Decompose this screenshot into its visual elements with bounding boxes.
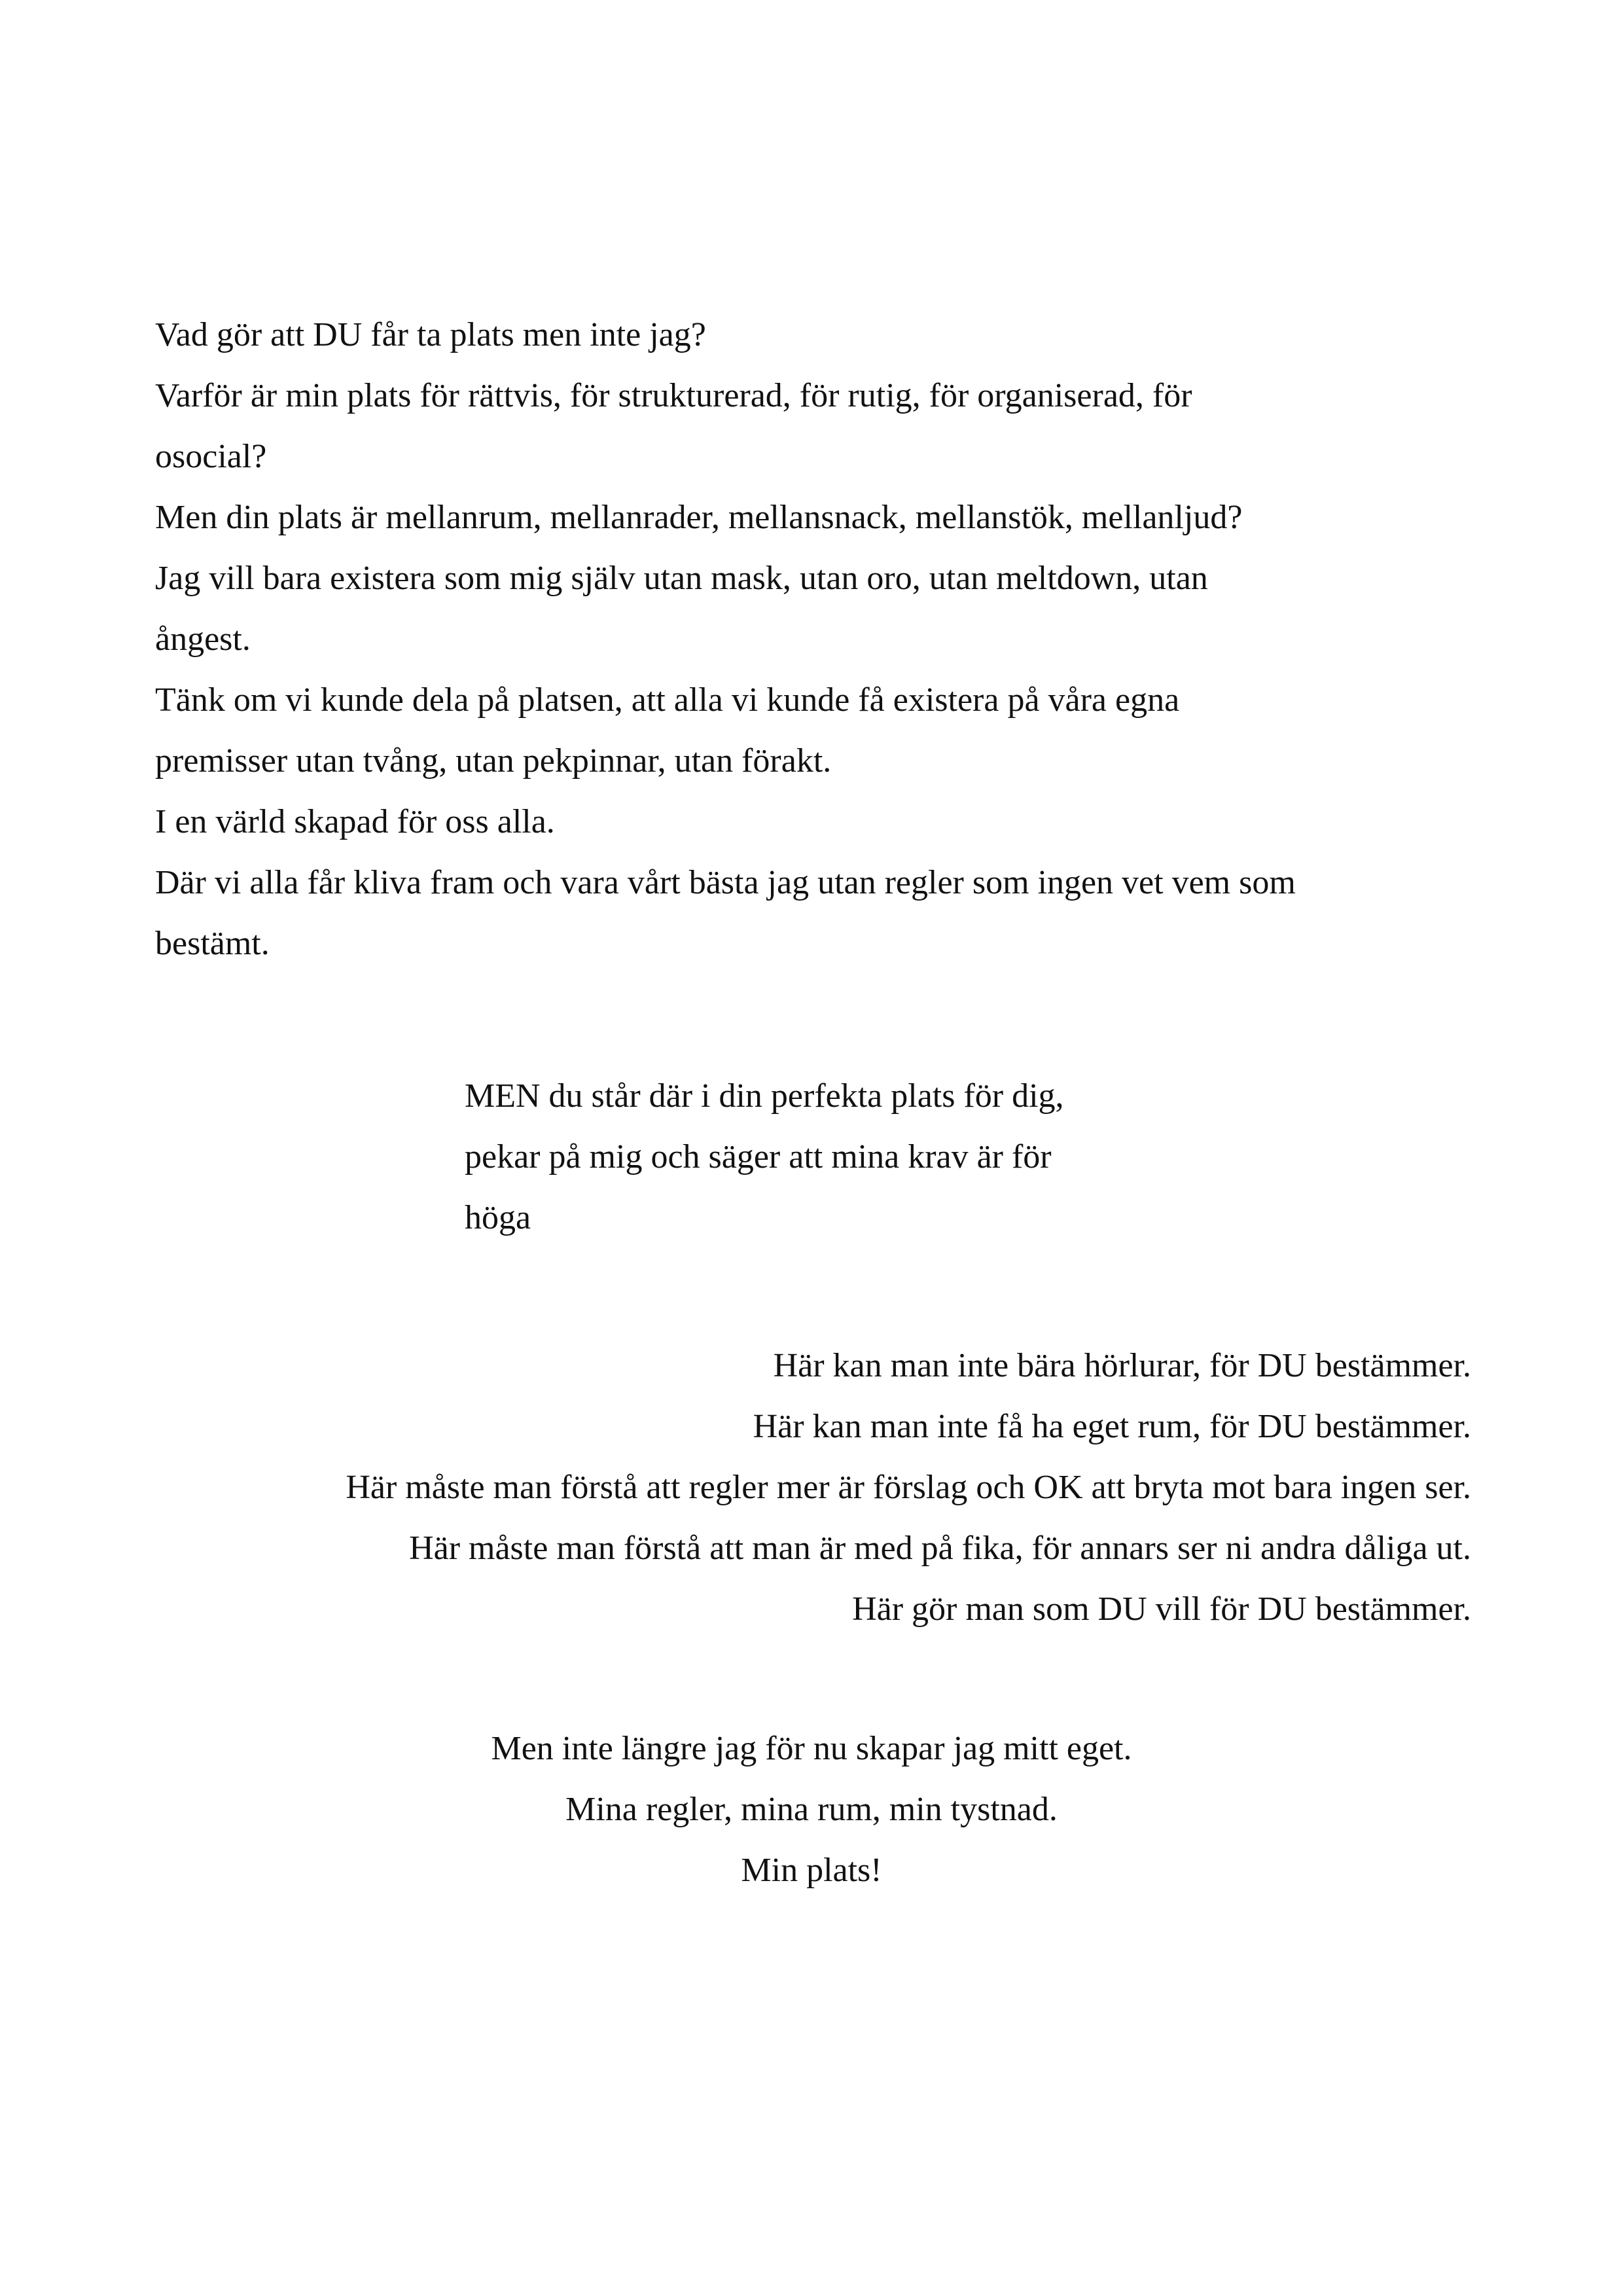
poem-line: Min plats! xyxy=(741,1852,882,1889)
poem-line: Här kan man inte bära hörlurar, för DU bestämmer. xyxy=(773,1347,1471,1384)
poem-line: Jag vill bara existera som mig själv utan mask, utan oro, utan meltdown, utan xyxy=(155,560,1208,597)
poem-line: Tänk om vi kunde dela på platsen, att alla vi kunde få existera på våra egna xyxy=(155,681,1180,719)
poem-line: Där vi alla får kliva fram och vara vårt bästa jag utan regler som ingen vet vem som xyxy=(155,864,1296,901)
poem-line: Här gör man som DU vill för DU bestämmer. xyxy=(852,1590,1471,1628)
poem-line: ångest. xyxy=(155,620,251,658)
poem-line: Här kan man inte få ha eget rum, för DU bestämmer. xyxy=(753,1408,1471,1445)
poem-line: osocial? xyxy=(155,438,267,475)
poem-line: premisser utan tvång, utan pekpinnar, utan förakt. xyxy=(155,742,832,780)
poem-line: Här måste man förstå att man är med på fika, för annars ser ni andra dåliga ut. xyxy=(409,1530,1471,1567)
poem-line: höga xyxy=(465,1199,531,1236)
poem-line: pekar på mig och säger att mina krav är för xyxy=(465,1138,1052,1175)
poem-line: Vad gör att DU får ta plats men inte jag? xyxy=(155,316,706,353)
poem-line: MEN du står där i din perfekta plats för dig, xyxy=(465,1077,1064,1115)
poem-line: Men inte längre jag för nu skapar jag mitt eget. xyxy=(491,1730,1132,1767)
poem-line: I en värld skapad för oss alla. xyxy=(155,803,555,840)
poem-line: Varför är min plats för rättvis, för strukturerad, för rutig, för organiserad, för xyxy=(155,377,1192,414)
poem-line: Men din plats är mellanrum, mellanrader, mellansnack, mellanstök, mellanljud? xyxy=(155,499,1243,536)
poem-line: bestämt. xyxy=(155,925,270,962)
poem-line: Här måste man förstå att regler mer är förslag och OK att bryta mot bara ingen ser. xyxy=(346,1469,1471,1506)
poem-line: Mina regler, mina rum, min tystnad. xyxy=(565,1791,1058,1828)
